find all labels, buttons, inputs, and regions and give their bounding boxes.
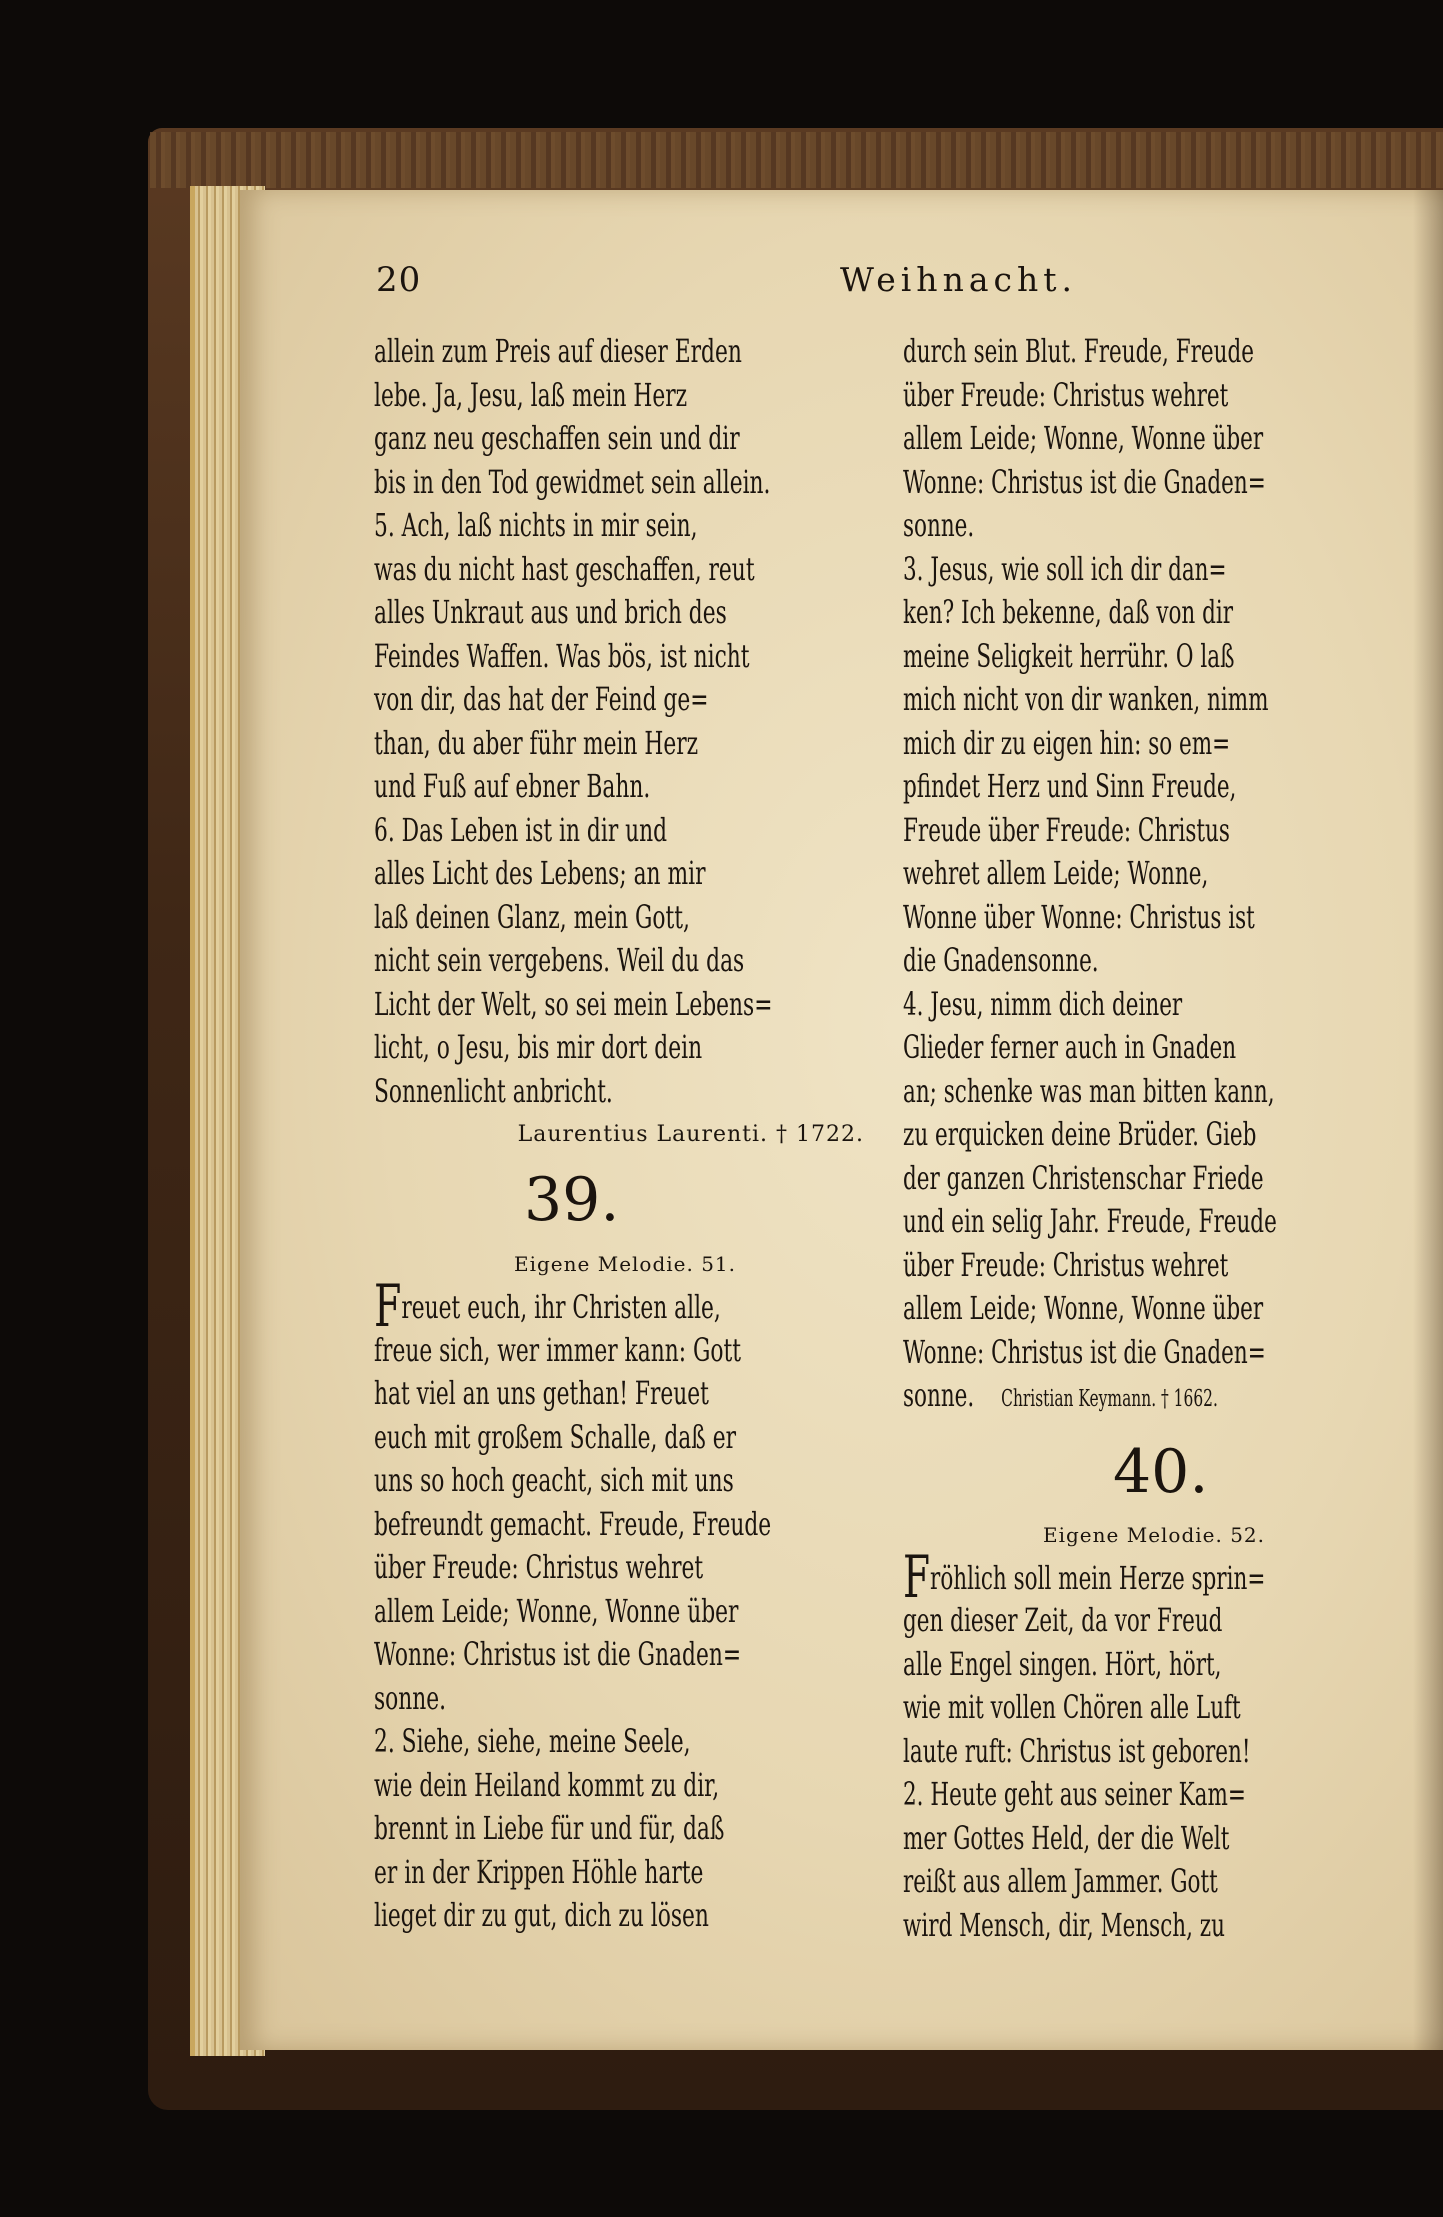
text-line: 2. Siehe, siehe, meine Seele, [374, 1722, 691, 1760]
text-line: Licht der Welt, so sei mein Lebens= [374, 984, 773, 1023]
text-line: er in der Krippen Höhle harte [374, 1852, 704, 1891]
page-edge-shadow [1413, 190, 1443, 2050]
text-line: 5. Ach, laß nichts in mir sein, [374, 506, 698, 544]
text-line: mich nicht von dir wanken, nimm [903, 680, 1269, 718]
text-line: über Freude: Christus wehret [903, 1245, 1229, 1284]
text-line: die Gnadensonne. [903, 941, 1099, 979]
text-line: uns so hoch geacht, sich mit uns [374, 1461, 734, 1499]
text-line: nicht sein vergebens. Weil du das [374, 941, 745, 979]
text-line: 2. Heute geht aus seiner Kam= [903, 1775, 1246, 1813]
line-text: sonne. [903, 1376, 975, 1414]
page-header [240, 260, 1443, 310]
text-line: allem Leide; Wonne, Wonne über [374, 1591, 739, 1630]
text-line: Wonne über Wonne: Christus ist [903, 897, 1255, 936]
text-line: Freude über Freude: Christus [903, 810, 1230, 849]
text-line: bis in den Tod gewidmet sein allein. [374, 462, 771, 501]
drop-cap: F [903, 1542, 931, 1611]
hymn-attribution: Laurentius Laurenti. † 1722. [517, 1122, 864, 1147]
text-line: befreundt gemacht. Freude, Freude [374, 1504, 772, 1543]
text-line: wehret allem Leide; Wonne, [903, 854, 1209, 892]
text-line: Wonne: Christus ist die Gnaden= [903, 462, 1266, 501]
text-line: allein zum Preis auf dieser Erden [374, 332, 742, 370]
text-line: Sonnenlicht anbricht. [374, 1071, 613, 1110]
text-line: licht, o Jesu, bis mir dort dein [374, 1028, 703, 1066]
text-line: reißt aus allem Jammer. Gott [903, 1862, 1218, 1900]
text-line [903, 1374, 1414, 1418]
text-line: sonne. [374, 1678, 447, 1717]
text-line: Glieder ferner auch in Gnaden [903, 1028, 1237, 1066]
text-line: allem Leide; Wonne, Wonne über [903, 1289, 1264, 1327]
text-line: der ganzen Christenschar Friede [903, 1158, 1264, 1197]
book-page [240, 190, 1443, 2050]
text-line: 4. Jesu, nimm dich deiner [903, 984, 1183, 1023]
text-line: alle Engel singen. Hört, hört, [903, 1644, 1222, 1683]
text-line: ken? Ich bekenne, daß von dir [903, 593, 1234, 631]
text-line: lebe. Ja, Jesu, laß mein Herz [374, 375, 688, 414]
text-line: pfindet Herz und Sinn Freude, [903, 767, 1237, 805]
text-line: alles Unkraut aus und brich des [374, 593, 727, 631]
hymn-number: 40. [1113, 1436, 1209, 1507]
right-text-block-b [903, 1599, 1443, 1947]
text-line: laß deinen Glanz, mein Gott, [374, 897, 690, 936]
text-line: ganz neu geschaffen sein und dir [374, 419, 740, 457]
text-line: von dir, das hat der Feind ge= [374, 680, 709, 718]
text-line: wird Mensch, dir, Mensch, zu [903, 1905, 1225, 1944]
text-line: hat viel an uns gethan! Freuet [374, 1374, 709, 1412]
drop-cap: F [374, 1272, 402, 1340]
text-line: freue sich, wer immer kann: Gott [374, 1330, 741, 1369]
hymn-first-line [374, 1272, 884, 1340]
text-line: und Fuß auf ebner Bahn. [374, 767, 651, 805]
text-line: Feindes Waffen. Was bös, ist nicht [374, 636, 750, 675]
text-line: an; schenke was man bitten kann, [903, 1071, 1275, 1110]
hymn-attribution: Christian Keymann. † 1662. [1001, 1386, 1218, 1412]
right-text-block-a [903, 330, 1443, 1374]
text-line: meine Seligkeit herrühr. O laß [903, 636, 1235, 675]
text-line: gen dieser Zeit, da vor Freud [903, 1601, 1223, 1639]
melody-note: Eigene Melodie. 51. [514, 1252, 737, 1276]
text-line: alles Licht des Lebens; an mir [374, 854, 706, 892]
running-title: Weihnacht. [840, 260, 1077, 299]
text-line: than, du aber führ mein Herz [374, 723, 699, 762]
text-line: 6. Das Leben ist in dir und [374, 810, 668, 849]
text-line: sonne. [903, 506, 975, 544]
first-line-text: röhlich soll mein Herze sprin= [930, 1558, 1266, 1597]
right-column [903, 330, 1443, 1947]
book-spine-edge [150, 132, 1443, 188]
text-line: über Freude: Christus wehret [903, 375, 1229, 414]
text-line: Wonne: Christus ist die Gnaden= [903, 1332, 1266, 1371]
text-line: Wonne: Christus ist die Gnaden= [374, 1635, 742, 1673]
text-line: zu erquicken deine Brüder. Gieb [903, 1115, 1257, 1153]
text-line: wie dein Heiland kommt zu dir, [374, 1765, 720, 1804]
text-line: durch sein Blut. Freude, Freude [903, 332, 1254, 370]
text-line: brennt in Liebe für und für, daß [374, 1809, 725, 1847]
text-line: 3. Jesus, wie soll ich dir dan= [903, 549, 1227, 588]
first-line-text: reuet euch, ihr Christen alle, [401, 1288, 721, 1326]
text-line: wie mit vollen Chören alle Luft [903, 1688, 1241, 1726]
melody-note: Eigene Melodie. 52. [1043, 1522, 1266, 1547]
text-line: euch mit großem Schalle, daß er [374, 1417, 737, 1456]
text-line: laute ruft: Christus ist geboren! [903, 1731, 1251, 1770]
hymn-first-line [903, 1542, 1414, 1611]
text-line: mer Gottes Held, der die Welt [903, 1818, 1230, 1857]
text-line: über Freude: Christus wehret [374, 1548, 704, 1586]
text-line: lieget dir zu gut, dich zu lösen [374, 1896, 709, 1934]
text-line: und ein selig Jahr. Freude, Freude [903, 1202, 1277, 1240]
text-line: allem Leide; Wonne, Wonne über [903, 419, 1264, 457]
hymn-number: 39. [524, 1165, 620, 1235]
text-line: was du nicht hast geschaffen, reut [374, 549, 755, 588]
text-line: mich dir zu eigen hin: so em= [903, 723, 1231, 762]
page-number: 20 [376, 260, 422, 300]
